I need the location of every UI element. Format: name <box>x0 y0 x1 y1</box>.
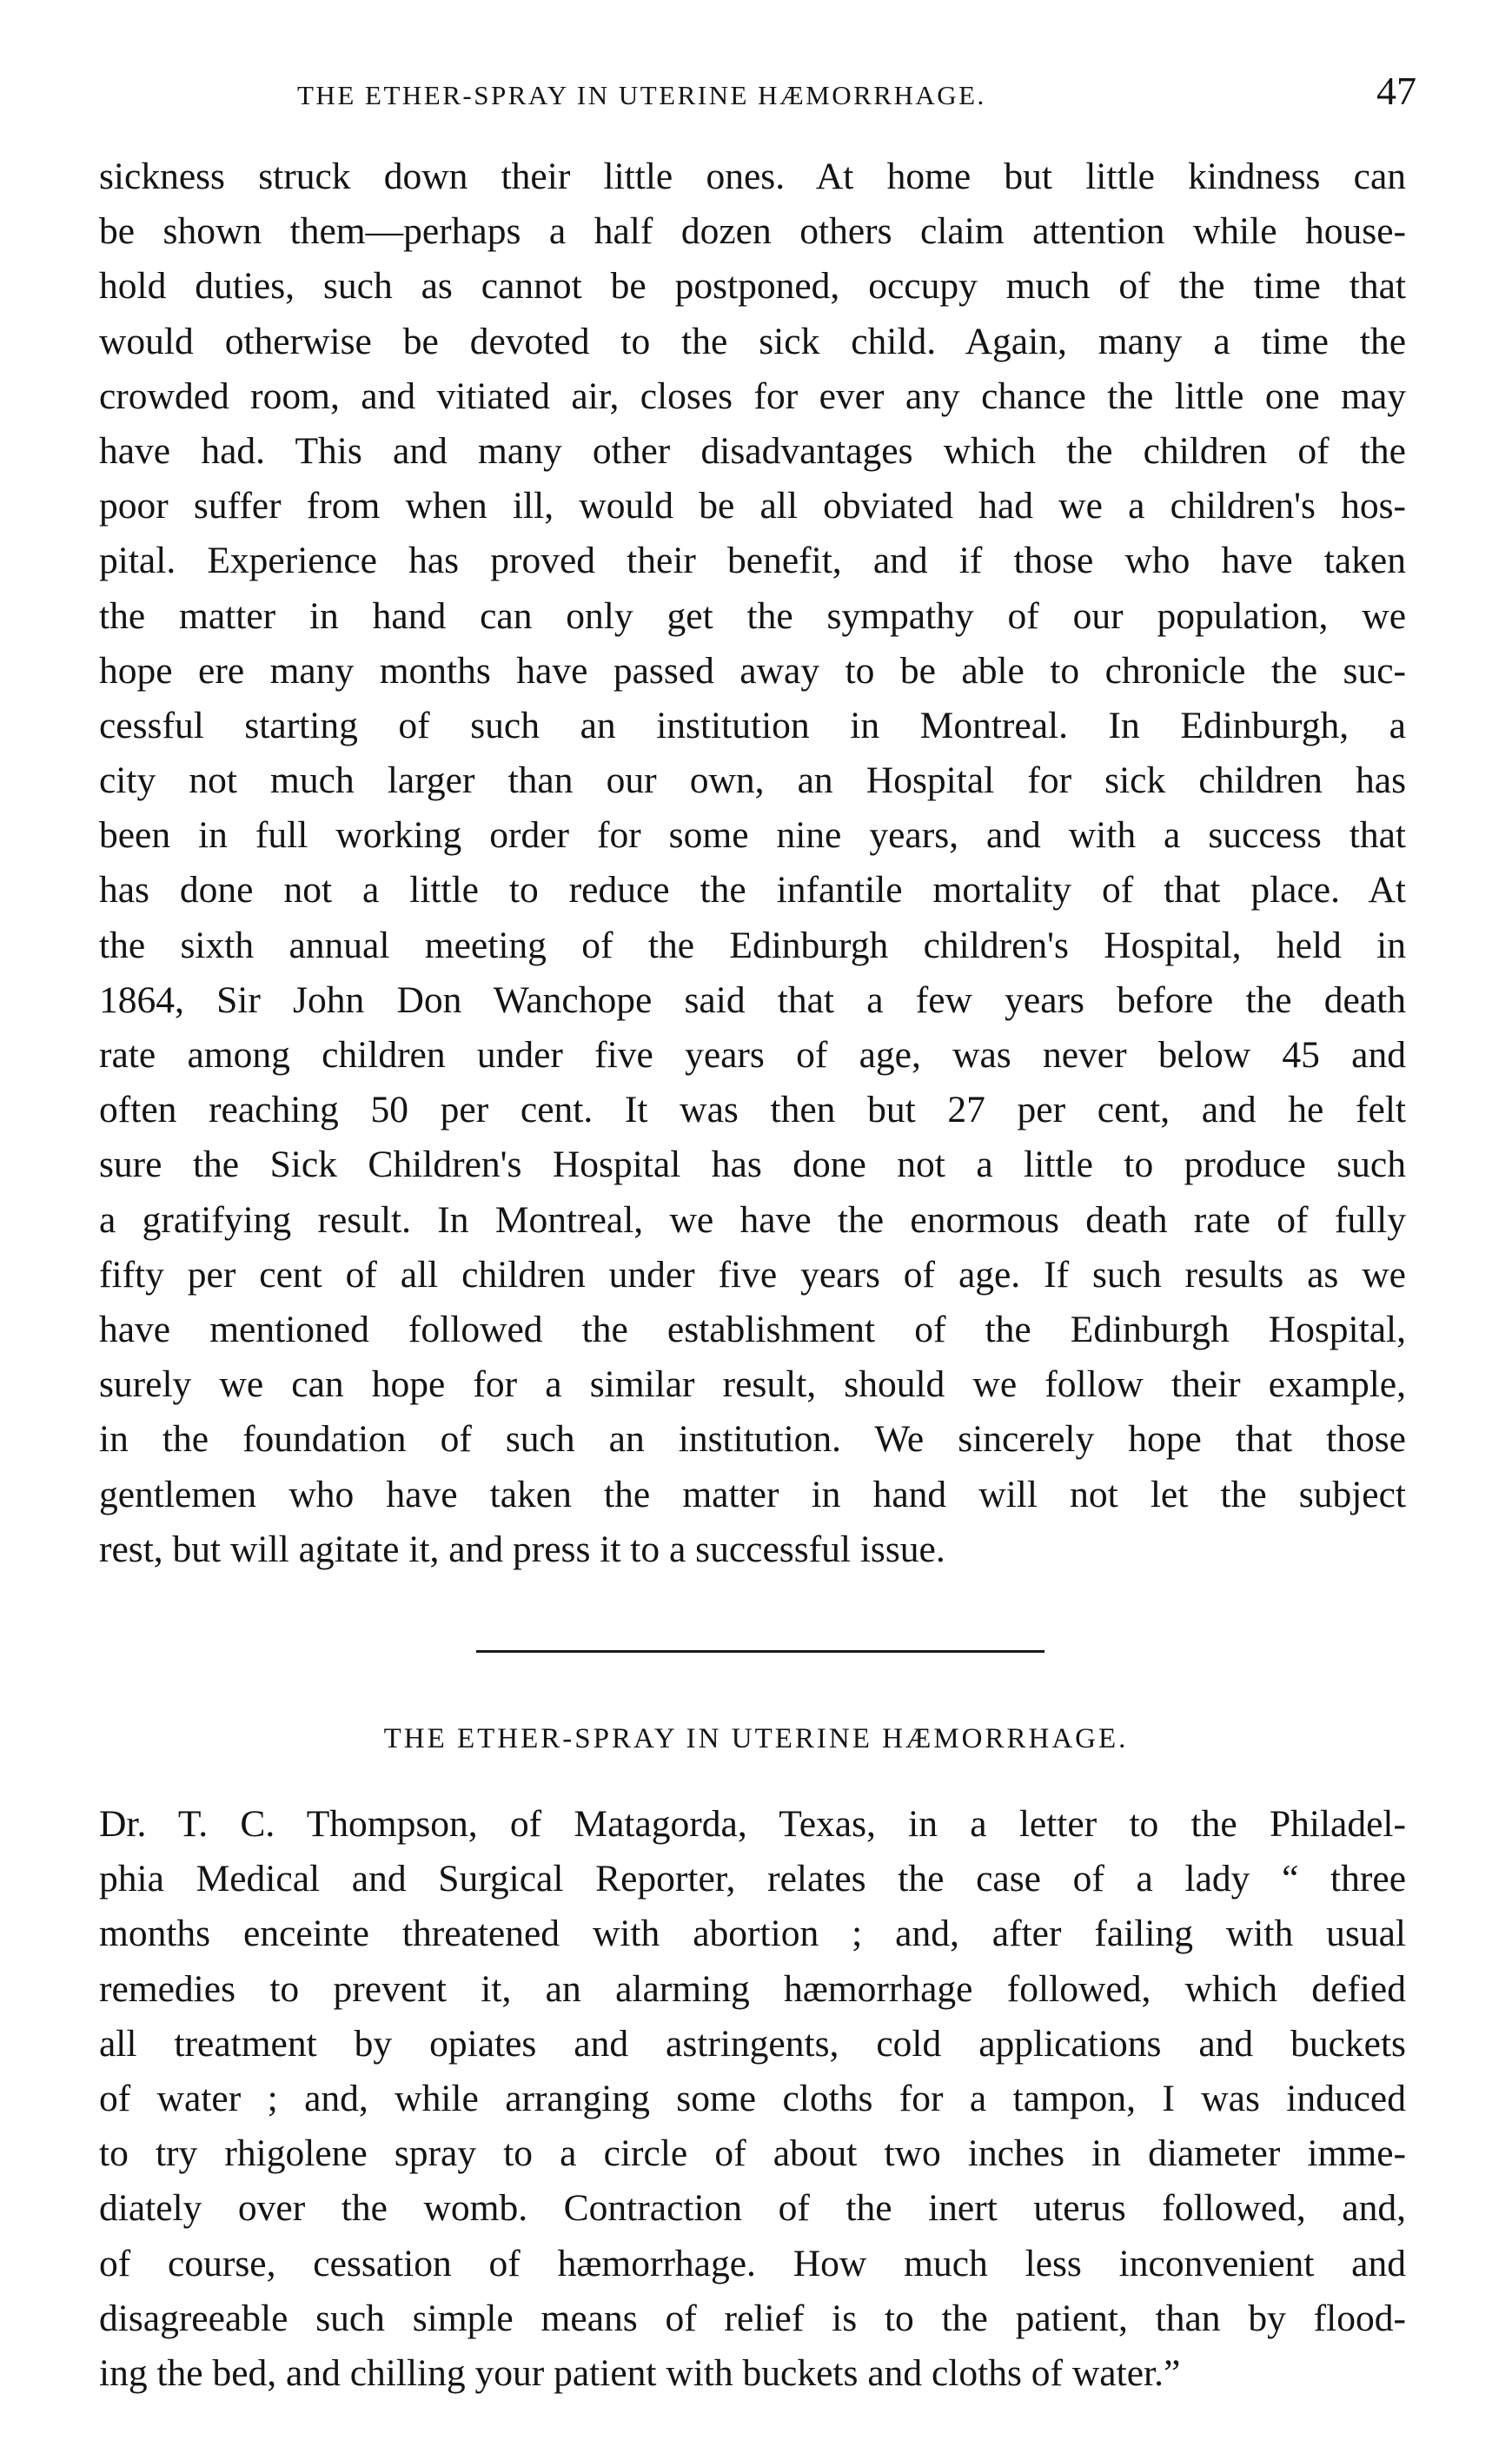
text-line: fifty per cent of all children under five years of age. If such results as we <box>99 1253 1406 1296</box>
text-line: phia Medical and Surgical Reporter, relates the case of a lady “ three <box>99 1858 1406 1900</box>
text-line: pital. Experience has proved their benefit, and if those who have taken <box>99 540 1406 582</box>
text-line: to try rhigolene spray to a circle of about two inches in diameter imme- <box>99 2132 1406 2175</box>
text-line: crowded room, and vitiated air, closes for ever any chance the little one may <box>99 375 1406 417</box>
text-line: surely we can hope for a similar result, should we follow their example, <box>99 1363 1406 1406</box>
text-line: of water ; and, while arranging some cloths for a tampon, I was induced <box>99 2077 1406 2119</box>
text-line: Dr. T. C. Thompson, of Matagorda, Texas, in a letter to the Philadel- <box>99 1803 1406 1845</box>
text-line: rate among children under five years of age, was never below 45 and <box>99 1034 1406 1076</box>
text-line: remedies to prevent it, an alarming hæmorrhage followed, which defied <box>99 1967 1406 2010</box>
text-line: would otherwise be devoted to the sick child. Again, many a time the <box>99 320 1406 362</box>
text-line: cessful starting of such an institution in Montreal. In Edinburgh, a <box>99 704 1406 746</box>
text-line: in the foundation of such an institution. We sincerely hope that those <box>99 1418 1406 1461</box>
text-line: hope ere many months have passed away to be able to chronicle the suc- <box>99 649 1406 692</box>
text-line: months enceinte threatened with abortion ; and, after failing with usual <box>99 1913 1406 1955</box>
text-line: of course, cessation of hæmorrhage. How much less inconvenient and <box>99 2242 1406 2284</box>
running-header <box>96 68 1416 120</box>
text-line: been in full working order for some nine years, and with a success that <box>99 814 1406 857</box>
text-line: all treatment by opiates and astringents, cold applications and buckets <box>99 2022 1406 2065</box>
text-line: 1864, Sir John Don Wanchope said that a few years before the death <box>99 978 1406 1021</box>
text-line: city not much larger than our own, an Hospital for sick children has <box>99 759 1406 802</box>
page-number: 47 <box>1376 69 1416 113</box>
text-line: poor suffer from when ill, would be all obviated had we a children's hos- <box>99 485 1406 527</box>
text-line: sure the Sick Children's Hospital has done not a little to produce such <box>99 1144 1406 1186</box>
text-line: gentlemen who have taken the matter in hand will not let the subject <box>99 1473 1406 1515</box>
section-divider <box>476 1650 1044 1653</box>
text-line: the matter in hand can only get the sympathy of our population, we <box>99 594 1406 637</box>
article-title: THE ETHER-SPRAY IN UTERINE HÆMORRHAGE. <box>383 1723 1129 1754</box>
text-line: diately over the womb. Contraction of the inert uterus followed, and, <box>99 2187 1406 2230</box>
text-line: often reaching 50 per cent. It was then but 27 per cent, and he felt <box>99 1089 1406 1131</box>
text-line: rest, but will agitate it, and press it to a successful issue. <box>99 1528 945 1570</box>
text-line: disagreeable such simple means of relief is to the patient, than by flood- <box>99 2297 1406 2339</box>
body-paragraph <box>99 149 1406 1577</box>
article-paragraph <box>99 1797 1406 2401</box>
text-line: ing the bed, and chilling your patient with buckets and cloths of water.” <box>99 2351 1181 2394</box>
text-line: sickness struck down their little ones. At home but little kindness can <box>99 156 1406 197</box>
text-line: hold duties, such as cannot be postponed, occupy much of the time that <box>99 265 1406 308</box>
running-title: THE ETHER-SPRAY IN UTERINE HÆMORRHAGE. <box>297 80 986 110</box>
text-line: has done not a little to reduce the infantile mortality of that place. At <box>99 869 1406 912</box>
text-line: be shown them—perhaps a half dozen others claim attention while house- <box>99 210 1406 253</box>
text-line: the sixth annual meeting of the Edinburgh children's Hospital, held in <box>99 924 1406 966</box>
text-line: have had. This and many other disadvantages which the children of the <box>99 429 1406 472</box>
text-line: a gratifying result. In Montreal, we have the enormous death rate of fully <box>99 1198 1406 1241</box>
text-line: have mentioned followed the establishment of the Edinburgh Hospital, <box>99 1308 1406 1350</box>
